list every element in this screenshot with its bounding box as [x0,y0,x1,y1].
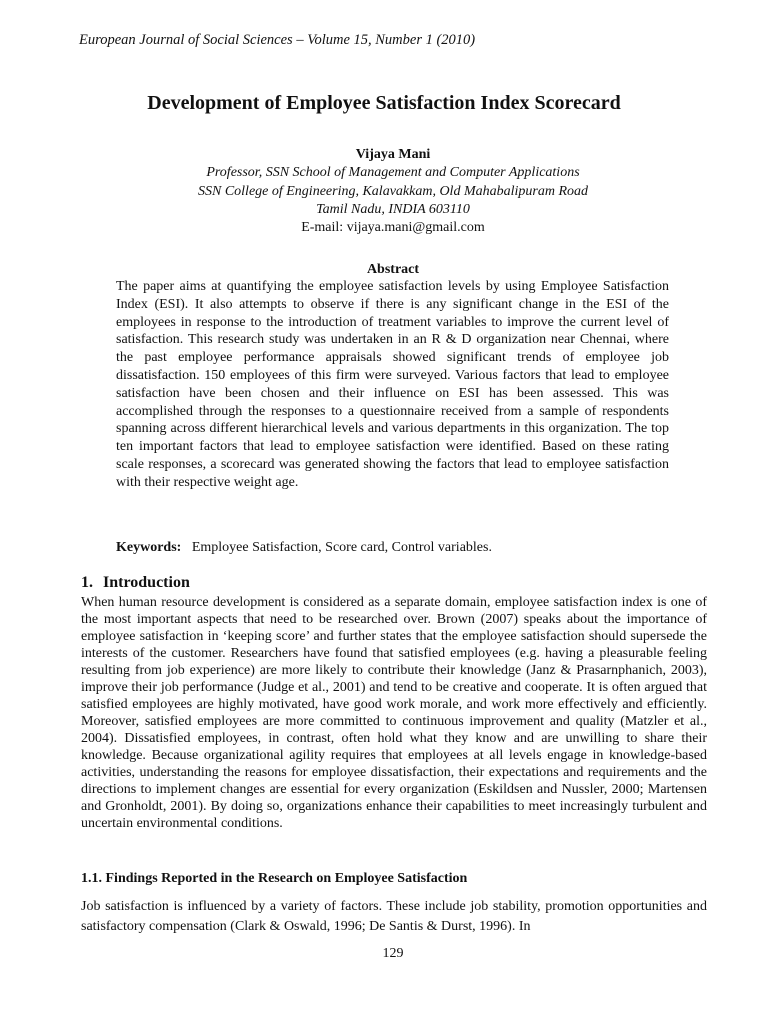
page-number: 129 [382,946,404,961]
keywords-value: Employee Satisfaction, Score card, Control variables. [191,540,492,555]
author-affiliation-line-3: Tamil Nadu, INDIA 603110 [316,201,470,217]
keywords-label: Keywords: [116,540,182,555]
abstract-body: The paper aims at quantifying the employee satisfaction levels by using Employee Satisfaction Index (ESI). It also attempts to observe if there is any significant change in the ESI of the employees in response to the introduction of treatment variables to improve the current level of satisfaction. This research study was undertaken in an R & D organization near Chennai, where the past employee performance appraisals showed significant trends of employee job dissatisfaction. 150 employees of this firm were surveyed. Various factors that lead to employee satisfaction have been chosen and their influence on ESI has been assessed. This was accomplished through the responses to a questionnaire received from a sample of respondents spanning across different hierarchical levels and various departments in this organization. The top ten important factors that lead to employee satisfaction were identified. Based on these rating scale responses, a scorecard was generated showing the factors that lead to employee satisfaction with their respective weight age. [116,279,669,490]
section-heading-introduction [81,574,190,592]
running-head: European Journal of Social Sciences – Volume 15, Number 1 (2010) [79,32,476,48]
author-email: E-mail: vijaya.mani@gmail.com [301,220,485,236]
author-block [0,146,768,237]
keywords-line [116,540,492,556]
introduction-body: When human resource development is considered as a separate domain, employee satisfaction index is one of the most important aspects that need to be researched over. Brown (2007) speaks about the importance of employee satisfaction in ‘keeping score’ and further states that the employee satisfaction should supersede the interests of the customer. Researchers have found that satisfied employees (e.g. having a pleasurable feeling resulting from job experience) are more likely to contribute their knowledge (Janz & Prasarnphanich, 2003), improve their job performance (Judge et al., 2001) and tend to be creative and cooperate. It is often argued that satisfied employees are highly motivated, have good work morale, and work more effectively and efficiently. Moreover, satisfied employees are more committed to continuous improvement and quality (Matzler et al., 2004). Dissatisfied employees, in contrast, often hold what they know and are unwilling to share their knowledge. Because organizational agility requires that employees at all levels engage in knowledge-based activities, understanding the reasons for employee dissatisfaction, their expectations and requirements and the directions to implement changes are essential for every organization (Eskildsen and Nussler, 2000; Martensen and Gronholdt, 2001). By doing so, organizations enhance their capabilities to meet increasingly turbulent and uncertain environmental conditions. [81,595,707,831]
author-name: Vijaya Mani [355,147,431,162]
author-affiliation-line-1: Professor, SSN School of Management and Computer Applications [206,165,580,181]
paper-title: Development of Employee Satisfaction Index Scorecard [147,92,621,114]
section-title: Introduction [103,574,190,591]
abstract-heading: Abstract [366,262,420,277]
author-affiliation-line-2: SSN College of Engineering, Kalavakkam, Old Mahabalipuram Road [197,183,588,199]
subsection-body: Job satisfaction is influenced by a variety of factors. These include job stability, promotion opportunities and satisfactory compensation (Clark & Oswald, 1996; De Santis & Durst, 1996). In [81,899,707,934]
subsection-heading-findings: 1.1. Findings Reported in the Research on Employee Satisfaction [81,871,468,886]
section-number: 1. [81,574,93,591]
